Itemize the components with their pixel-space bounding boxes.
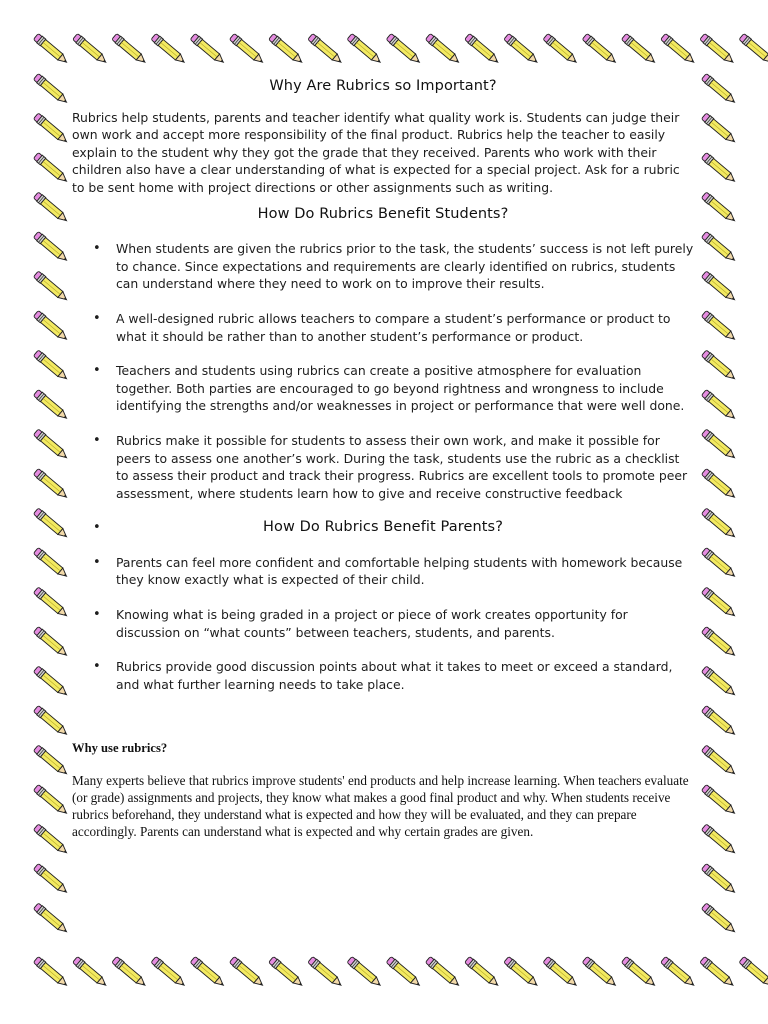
list-item: • Knowing what is being graded in a project or piece of work creates opportunity for discussion on “what counts” between teachers, students, and parents. [116, 606, 694, 641]
pencil-icon [33, 350, 70, 383]
why-use-paragraph: Many experts believe that rubrics improve students' end products and help increase learning. When teachers evaluate (or grade) assignments and projects, they know what makes a good final product and why. When students receive rubrics beforehand, they understand what is expected and how they will be evaluated, and they can prepare accordingly. Parents can understand what is expected and why certain grades are given. [72, 772, 689, 840]
pencil-icon [701, 468, 738, 501]
pencil-icon [701, 547, 738, 580]
pencil-icon [308, 956, 345, 989]
pencil-icon [660, 956, 697, 989]
pencil-icon [701, 310, 738, 343]
pencil-icon [739, 33, 768, 66]
pencil-icon [582, 956, 619, 989]
pencil-icon [701, 271, 738, 304]
pencil-icon [701, 113, 738, 146]
pencil-icon [33, 231, 70, 264]
pencil-icon [621, 33, 658, 66]
heading-why-rubrics-important: Why Are Rubrics so Important? [269, 78, 497, 94]
pencil-icon [33, 784, 70, 817]
pencil-icon [268, 956, 305, 989]
pencil-icon [33, 113, 70, 146]
pencil-icon [504, 33, 541, 66]
pencil-icon [621, 956, 658, 989]
pencil-icon [543, 33, 580, 66]
pencil-icon [386, 956, 423, 989]
pencil-icon [582, 33, 619, 66]
pencil-icon [268, 33, 305, 66]
pencil-icon [72, 33, 109, 66]
list-item: • Parents can feel more confident and comfortable helping students with homework because they know exactly what is expected of their child. [116, 554, 694, 589]
pencil-icon [33, 33, 70, 66]
pencil-icon [229, 33, 266, 66]
pencil-icon [701, 389, 738, 422]
pencil-icon [33, 152, 70, 185]
heading-benefit-parents: How Do Rubrics Benefit Parents? [262, 519, 503, 536]
pencil-icon [33, 863, 70, 896]
pencil-icon [33, 389, 70, 422]
pencil-icon [701, 587, 738, 620]
pencil-icon [701, 666, 738, 699]
list-item: • Teachers and students using rubrics can create a positive atmosphere for evaluation together. Both parties are encouraged to go beyond rightness and wrongness to include identifying the strengths and/or weaknesses in project or performance that were well done. [116, 362, 694, 415]
pencil-icon [425, 33, 462, 66]
pencil-icon [701, 350, 738, 383]
parents-bullet-list [72, 554, 694, 694]
pencil-icon [112, 956, 149, 989]
pencil-icon [190, 33, 227, 66]
list-item: • A well-designed rubric allows teachers to compare a student’s performance or product to what it should be rather than to another student’s performance or product. [116, 310, 694, 345]
pencil-icon [701, 705, 738, 738]
pencil-icon [33, 956, 70, 989]
pencil-icon [701, 784, 738, 817]
pencil-icon [347, 33, 384, 66]
pencil-icon [701, 429, 738, 462]
list-item: • Rubrics make it possible for students to assess their own work, and make it possible for peers to assess one another’s work. During the task, students use the rubric as a checklist to assess their product and track their progress. Rubrics are excellent tools to promote peer assessment, where students learn how to give and receive constructive feedback [116, 432, 694, 502]
pencil-icon [700, 33, 737, 66]
pencil-icon [701, 903, 738, 936]
pencil-icon [308, 33, 345, 66]
pencil-icon [464, 956, 501, 989]
pencil-icon [701, 192, 738, 225]
pencil-icon [33, 547, 70, 580]
pencil-icon [701, 745, 738, 778]
pencil-icon [33, 626, 70, 659]
pencil-icon [33, 429, 70, 462]
pencil-icon [33, 192, 70, 225]
pencil-icon [701, 152, 738, 185]
pencil-icon [700, 956, 737, 989]
pencil-icon [701, 824, 738, 857]
pencil-icon [33, 587, 70, 620]
pencil-icon [151, 956, 188, 989]
page-content [72, 78, 694, 840]
pencil-icon [33, 508, 70, 541]
pencil-icon [33, 666, 70, 699]
pencil-icon [33, 903, 70, 936]
pencil-icon [33, 271, 70, 304]
pencil-icon [701, 863, 738, 896]
pencil-icon [543, 956, 580, 989]
why-use-section [72, 740, 694, 840]
pencil-icon [33, 705, 70, 738]
pencil-icon [33, 73, 70, 106]
students-bullet-list [72, 240, 694, 502]
pencil-icon [701, 508, 738, 541]
pencil-icon [112, 33, 149, 66]
pencil-icon [425, 956, 462, 989]
list-item: • When students are given the rubrics prior to the task, the students’ success is not left purely to chance. Since expectations and requirements are clearly identified on rubrics, students can understand where they need to work on to improve their results. [116, 240, 694, 293]
heading-why-use-rubrics: Why use rubrics? [72, 741, 168, 756]
pencil-icon [151, 33, 188, 66]
pencil-icon [33, 824, 70, 857]
pencil-icon [347, 956, 384, 989]
pencil-icon [660, 33, 697, 66]
pencil-icon [701, 73, 738, 106]
pencil-icon [701, 626, 738, 659]
pencil-icon [33, 468, 70, 501]
list-item: • Rubrics provide good discussion points about what it takes to meet or exceed a standard, and what further learning needs to take place. [116, 658, 694, 693]
pencil-icon [190, 956, 227, 989]
heading-benefit-students: How Do Rubrics Benefit Students? [257, 205, 509, 222]
pencil-icon [504, 956, 541, 989]
pencil-icon [33, 745, 70, 778]
intro-paragraph: Rubrics help students, parents and teacher identify what quality work is. Students can judge their own work and accept more responsibility of the final product. Rubrics help the teacher to easily explain to the student why they got the grade that they received. Parents who work with their children also have a clear understanding of what is expected for a special project. Ask for a rubric to be sent home with project directions or other assignments such as writing. [72, 109, 680, 195]
pencil-icon [229, 956, 266, 989]
pencil-icon [739, 956, 768, 989]
pencil-icon [386, 33, 423, 66]
pencil-icon [701, 231, 738, 264]
pencil-icon [464, 33, 501, 66]
pencil-icon [33, 310, 70, 343]
pencil-icon [72, 956, 109, 989]
